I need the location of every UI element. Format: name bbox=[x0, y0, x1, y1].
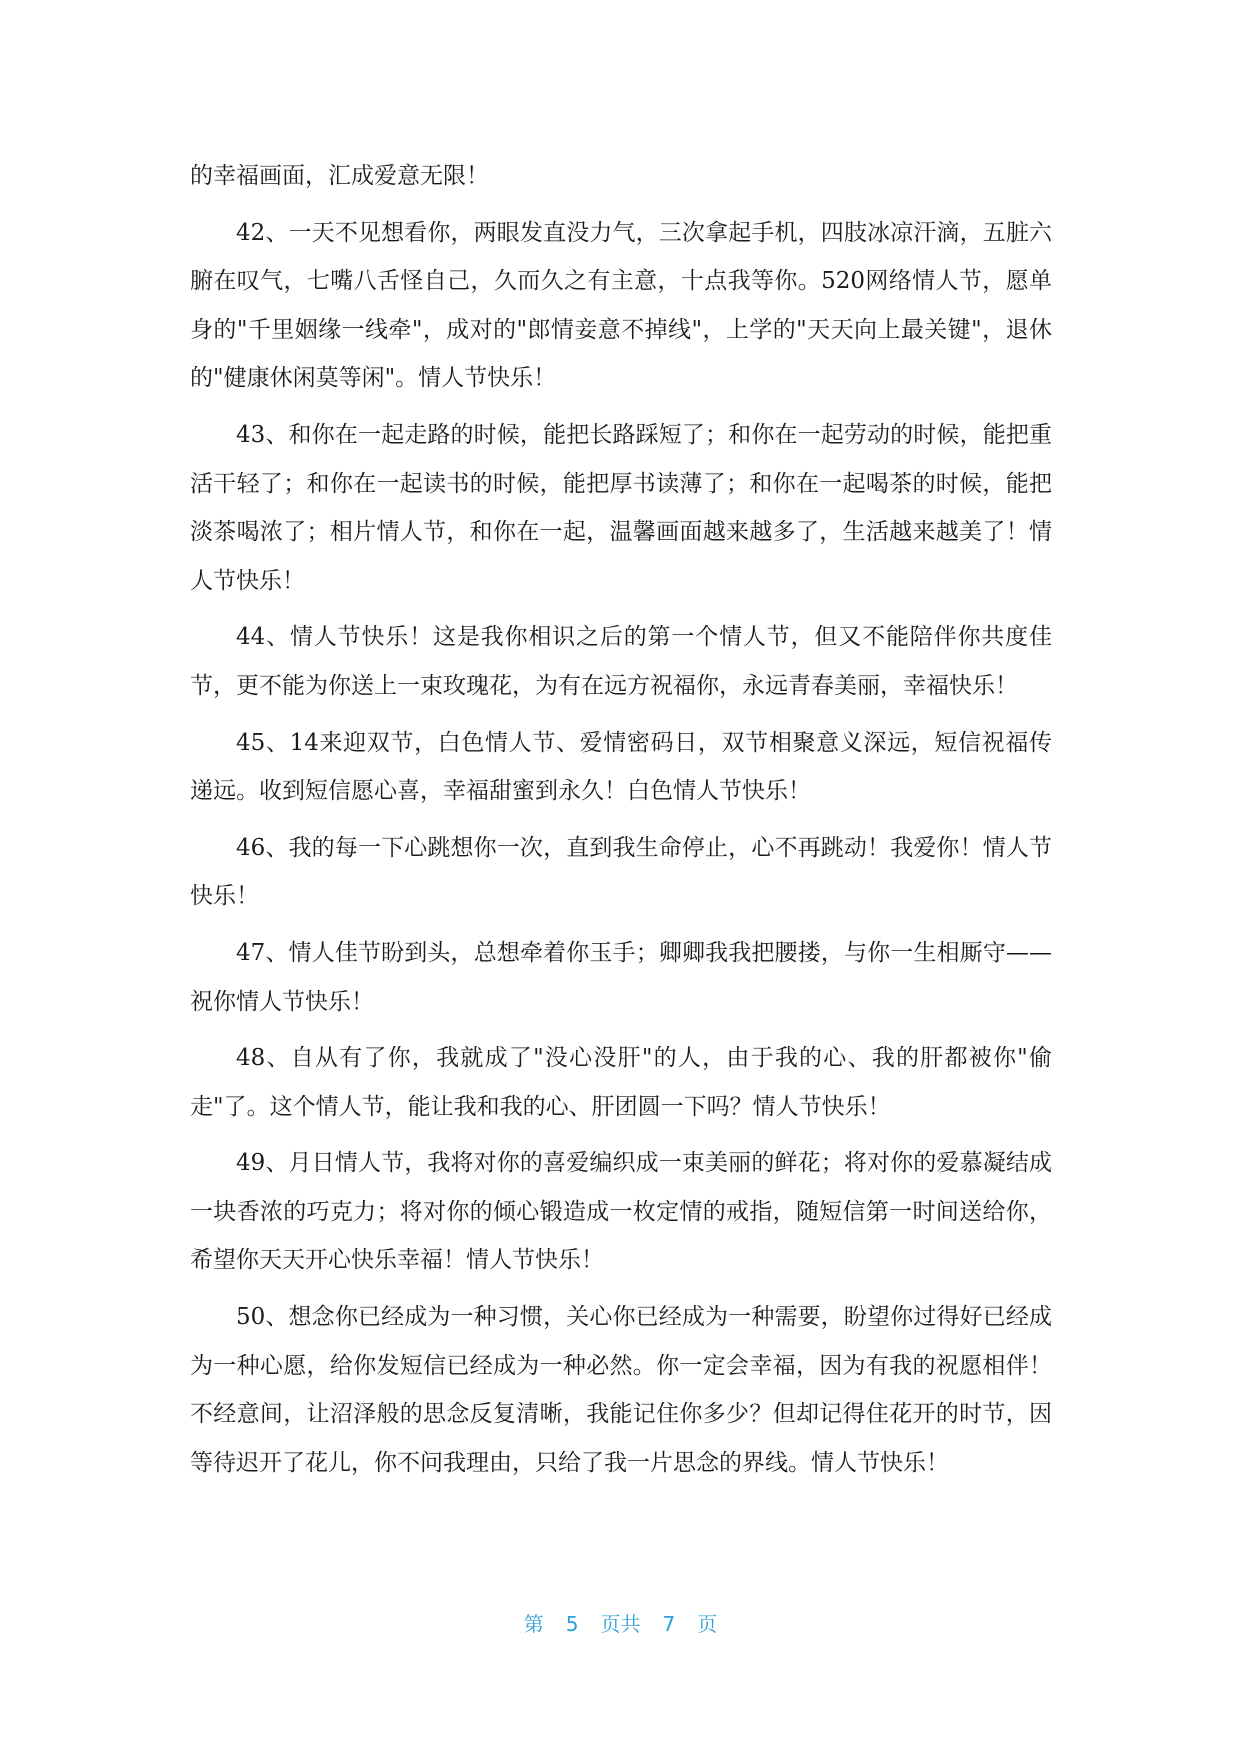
paragraph-43: 43、和你在一起走路的时候，能把长路踩短了；和你在一起劳动的时候，能把重活干轻了；和你在一起读书的时候，能把厚书读薄了；和你在一起喝茶的时候，能把淡茶喝浓了；相片情人节，和你在一起，温馨画面越来越多了，生活越来越美了！情人节快乐！ bbox=[190, 421, 1052, 594]
paragraph-48: 48、自从有了你，我就成了"没心没肝"的人，由于我的心、我的肝都被你"偷走"了。这个情人节，能让我和我的心、肝团圆一下吗？情人节快乐！ bbox=[190, 1045, 1052, 1120]
footer-label-of: 页共 bbox=[600, 1612, 641, 1636]
paragraph-continuation: 的幸福画面，汇成爱意无限！ bbox=[190, 163, 489, 189]
footer-total-pages: 7 bbox=[662, 1612, 676, 1636]
paragraph-47: 47、情人佳节盼到头，总想牵着你玉手；卿卿我我把腰搂，与你一生相厮守——祝你情人节快乐！ bbox=[190, 939, 1052, 1015]
paragraph-44: 44、情人节快乐！这是我你相识之后的第一个情人节，但又不能陪伴你共度佳节，更不能为你送上一束玫瑰花，为有在远方祝福你，永远青春美丽，幸福快乐！ bbox=[190, 624, 1052, 699]
paragraph-45: 45、14来迎双节，白色情人节、爱情密码日，双节相聚意义深远，短信祝福传递远。收到短信愿心喜，幸福甜蜜到永久！白色情人节快乐！ bbox=[190, 729, 1052, 805]
footer-label-page: 第 bbox=[523, 1612, 544, 1636]
paragraph-49: 49、月日情人节，我将对你的喜爱编织成一束美丽的鲜花；将对你的爱慕凝结成一块香浓的巧克力；将对你的倾心锻造成一枚定情的戒指，随短信第一时间送给你，希望你天天开心快乐幸福！情人节快乐！ bbox=[190, 1150, 1052, 1274]
paragraph-50: 50、想念你已经成为一种习惯，关心你已经成为一种需要，盼望你过得好已经成为一种心愿，给你发短信已经成为一种必然。你一定会幸福，因为有我的祝愿相伴！不经意间，让沼泽般的思念反复清晰，我能记住你多少？但却记得住花开的时节，因等待迟开了花儿，你不问我理由，只给了我一片思念的界线。情人节快乐！ bbox=[190, 1304, 1052, 1476]
paragraph-42: 42、一天不见想看你，两眼发直没力气，三次拿起手机，四肢冰凉汗滴，五脏六腑在叹气，七嘴八舌怪自己，久而久之有主意，十点我等你。520网络情人节，愿单身的"千里姻缘一线牵"，成对的"郎情妾意不掉线"，上学的"天天向上最关键"，退休的"健康休闲莫等闲"。情人节快乐！ bbox=[190, 219, 1052, 392]
paragraph-46: 46、我的每一下心跳想你一次，直到我生命停止，心不再跳动！我爱你！情人节快乐！ bbox=[190, 834, 1052, 910]
footer-current-page: 5 bbox=[565, 1612, 579, 1636]
footer-label-page-end: 页 bbox=[697, 1612, 718, 1636]
document-body bbox=[190, 152, 1052, 1495]
page-footer bbox=[0, 1608, 1241, 1637]
